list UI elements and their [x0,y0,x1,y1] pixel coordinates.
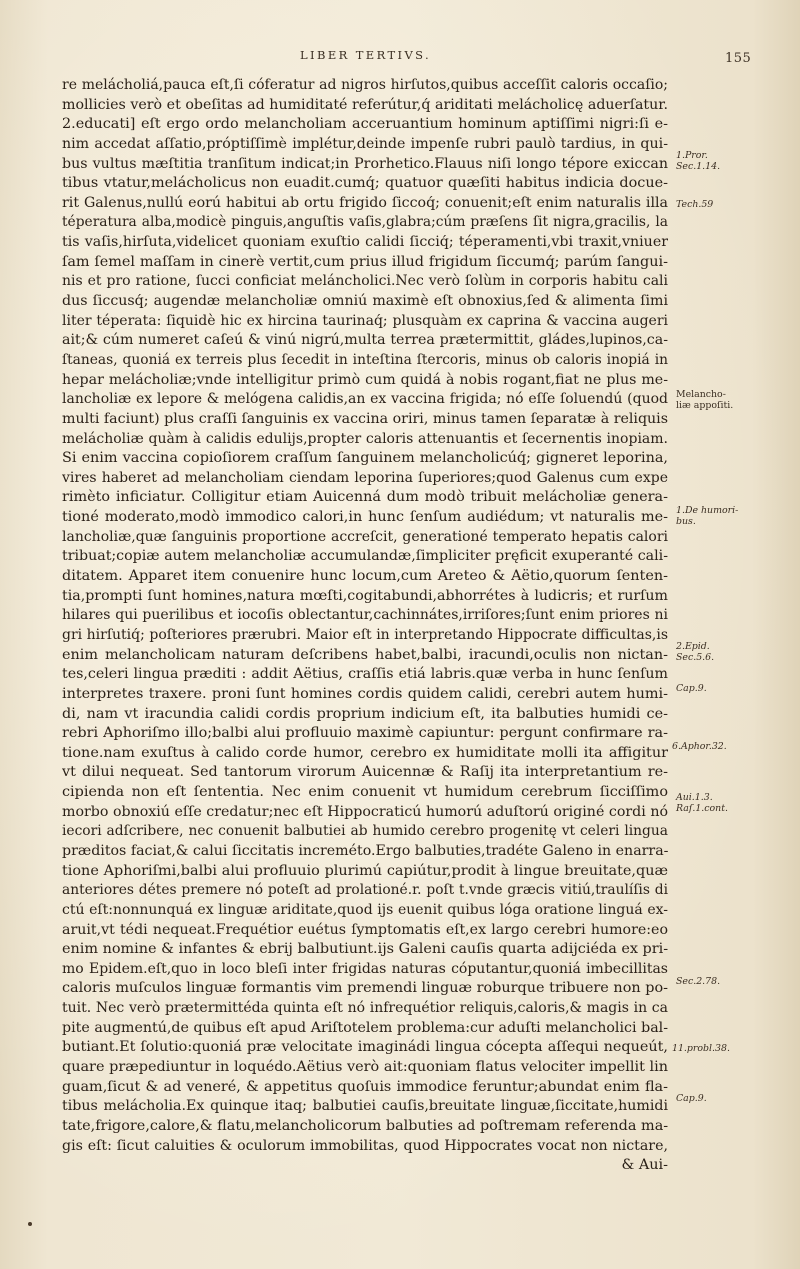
text-line: tibus vtatur,melácholicus non euadit.cumq́; quatuor quæſiti habitus indicia docue- [62,175,668,192]
text-line: multi faciunt) plus craſſi ſanguinis ex vaccina oriri, minus tamen ſeparatæ à reliquis [62,410,668,427]
margin-note: Cap.9. [676,1093,707,1104]
margin-note: 1.De humori- bus. [676,505,739,527]
margin-note: 11.probl.38. [672,1043,730,1054]
text-line: gri hirſutiq́; poſteriores prærubri. Maior eſt in interpretando Hippocrate difficultas,is [62,626,668,643]
text-line: 2.educati] eſt ergo ordo melancholiam acceruantium hominum aptiſſimi nigri:ſi e- [62,116,668,133]
text-line: ctú eſt:nonnunquá ex linguæ ariditate,quod ijs euenit quibus lóga oratione linguá ex- [62,901,668,918]
text-line: nim accedat aſſatio,próptiſſimè implétur,deinde impenſe rubri paulò tardius, in qui- [62,135,668,152]
text-line: interpretes traxere. proni ſunt homines cordis quidem calidi, cerebri autem humi- [62,685,668,702]
text-line: dus ſiccusq́; augendæ melancholiæ omniú maximè eſt obnoxius,ſed & alimenta ſimi [62,293,668,310]
text-line: tioné moderato,modò immodico calori,in hunc ſenſum audiédum; vt naturalis me- [62,509,668,526]
text-line: mollicies verò et obeſitas ad humiditaté referútur,q́ ariditati melácholicę aduerſatur. [62,96,668,113]
margin-note: Melancho- liæ appoſiti. [676,389,734,411]
text-line: melácholiæ quàm à calidis edulijs,propter caloris attenuantis et ſecernentis inopiam. [62,430,668,447]
text-line: caloris muſculos linguæ formantis vim premendi linguæ roburque tribuere non po- [62,980,668,997]
text-line: iecori adſcribere, nec conuenit balbutiei ab humido cerebro progenitę vt celeri lingua [62,823,668,840]
text-line: re melácholiá,pauca eſt,ſi cóferatur ad nigros hirſutos,quibus acceſſit caloris occaſio; [62,77,668,93]
text-line: lancholiæ,quæ ſanguinis proportione accreſcit, generationé temperato hepatis calori [62,528,668,545]
margin-note: 2.Epid. Sec.5.6. [676,641,715,663]
text-line: ditatem. Apparet item conuenire hunc locum,cum Areteo & Aëtio,quorum ſenten- [62,568,668,585]
text-line: tis vaſis,hirſuta,videlicet quoniam exuſtio calidi ſicciq́; téperamenti,vbi traxit,vniuer [62,234,668,251]
text-line: di, nam vt iracundia calidi cordis proprium indicium eſt, ita balbuties humidi ce- [62,705,668,722]
text-line: tuit. Nec verò prætermittéda quinta eſt nó infrequétior reliquis,caloris,& magis in ca [62,1000,668,1017]
text-line: morbo obnoxiú eſſe credatur;nec eſt Hippocraticú humorú aduſtorú originé cordi nó [62,803,668,820]
text-line: anteriores détes premere nó poteſt ad prolationé.r. poſt t.vnde græcis vitiú,traulíſis di [62,882,668,899]
text-line: cipienda non eſt ſententia. Nec enim conuenit vt humidum cerebrum ſicciſſimo [62,784,668,801]
text-line: vt dilui nequeat. Sed tantorum virorum Auicennæ & Raſij ita interpretantium re- [62,764,668,781]
text-line: tione.nam exuſtus à calido corde humor, cerebro ex humiditate molli ita affigitur [62,744,668,761]
page-number: 155 [725,51,752,66]
text-line: rebri Aphoriſmo illo;balbi alui profluuio maximè capiuntur: pergunt confirmare ra- [62,725,668,742]
text-line: bus vultus mæſtitia tranſitum indicat;in Prorhetico.Flauus niſi longo tépore exiccan [62,155,668,172]
text-line: rimèto inficiatur. Colligitur etiam Auicenná dum modò tribuit melácholiæ genera- [62,489,668,506]
body-text [62,76,668,1176]
text-line: pite augmentú,de quibus eſt apud Ariſtotelem problema:cur aduſti melancholici bal- [62,1019,668,1036]
text-line: ait;& cúm numeret caſeú & vinú nigrú,multa terrea prætermittit, gládes,lupinos,ca- [62,332,668,349]
text-line: & Aui- [621,1157,668,1174]
text-line: nis et pro ratione, ſucci conficiat meláncholici.Nec verò ſolùm in corporis habitu cali [62,273,668,290]
text-line: tribuat;copiæ autem melancholiæ accumulandæ,ſimpliciter pręficit exuperanté cali- [62,548,668,565]
text-line: præditos faciat,& calui ſiccitatis increméto.Ergo balbuties,tradéte Galeno in enarra- [62,842,668,859]
text-line: ſam ſemel maſſam in cinerè vertit,cum prius illud frigidum ſiccumq́; parúm ſangui- [62,253,668,270]
text-line: liter téperata: ſiquidè hic ex hircina taurinaq́; plusquàm ex caprina & vaccina augeri [62,312,668,329]
text-line: ſtaneas, quoniá ex terreis plus ſecedit in inteſtina ſtercoris, minus ob caloris inopiá in [62,351,668,368]
text-line: mo Epidem.eſt,quo in loco bleſi inter frigidas naturas cóputantur,quoniá imbecillitas [62,960,668,977]
text-line: tione Aphoriſmi,balbi alui profluuio plurimú capiútur,prodit à lingue breuitate,quæ [62,862,668,879]
text-line: téperatura alba,modicè pinguis,anguſtis vaſis,glabra;cúm præſens ſit nigra,gracilis, la [62,214,668,231]
ink-dot [28,1222,32,1226]
running-head: LIBER TERTIVS. [300,48,432,62]
text-line: Si enim vaccina copioſiorem craſſum ſanguinem melancholicúq́; gigneret leporina, [62,450,668,467]
text-line: hilares qui puerilibus et iocoſis oblectantur,cachinnátes,irriſores;ſunt enim priores ni [62,607,668,624]
text-line: tibus melácholia.Ex quinque itaq; balbutiei cauſis,breuitate linguæ,ſiccitate,humidi [62,1098,668,1115]
text-line: tia,prompti ſunt homines,natura mœſti,cogitabundi,abhorrétes à ludicris; et rurſum [62,587,668,604]
text-line: butiant.Et ſolutio:quoniá præ velocitate imaginádi lingua cócepta aſſequi nequeút, [62,1039,668,1056]
margin-note: Cap.9. [676,683,707,694]
margin-note: 6.Aphor.32. [672,741,727,752]
margin-note: Tech.59 [676,199,714,210]
text-line: rit Galenus,nullú eorú habitui ab ortu frigido ſiccoq́; conuenit;eſt enim naturalis illa [62,194,668,211]
text-line: quare præpediuntur in loquédo.Aëtius verò ait:quoniam flatus velociter impellit lin [62,1059,668,1076]
text-line: tes,celeri lingua præditi : addit Aëtius, craſſis etiá labris.quæ verba in hunc ſenſum [62,666,668,683]
text-line: guam,ſicut & ad veneré, & appetitus quoſuis immodice feruntur;abundat enim fla- [62,1078,668,1095]
text-line: tate,frigore,calore,& flatu,melancholicorum balbuties ad poſtremam referenda ma- [62,1117,668,1134]
text-line: vires haberet ad melancholiam ciendam leporina ſuperiores;quod Galenus cum expe [62,469,668,486]
text-line: enim nomine & infantes & ebrij balbutiunt.ijs Galeni cauſis quarta adijciéda ex pri- [62,941,668,958]
margin-note: Aui.1.3. Raſ.1.cont. [676,792,728,814]
margin-note: 1.Pror. Sec.1.14. [676,150,721,172]
text-line: gis eſt: ſicut caluities & oculorum immobilitas, quod Hippocrates vocat non nictare, [62,1137,668,1154]
text-line: hepar melácholiæ;vnde intelligitur primò cum quidá à nobis rogant,fiat ne plus me- [62,371,668,388]
text-line: aruit,vt tédi nequeat.Frequétior euétus ſymptomatis eſt,ex largo cerebri humore:eo [62,921,668,938]
text-line: enim melancholicam naturam deſcribens habet,balbi, iracundi,oculis non nictan- [62,646,668,663]
margin-note: Sec.2.78. [676,976,721,987]
text-line: lancholiæ ex lepore & melógena calidis,an ex vaccina frigida; nó eſſe ſoluendú (quod [62,391,668,408]
